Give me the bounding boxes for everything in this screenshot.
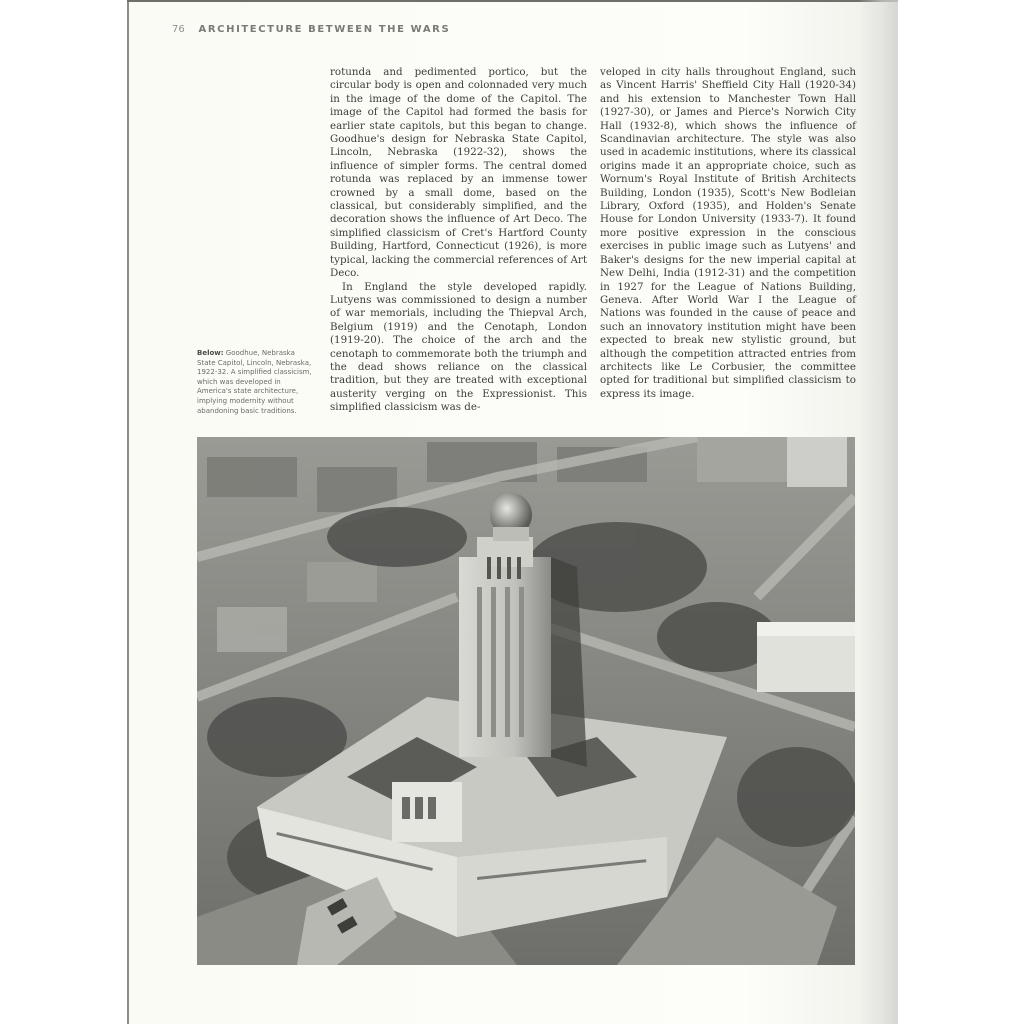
running-head	[172, 24, 450, 35]
page-number: 76	[172, 24, 185, 35]
page-gutter-shadow	[858, 0, 898, 1024]
capitol-aerial-photo	[197, 437, 855, 965]
paragraph: rotunda and pedimented portico, but the circular body is open and colonnaded very much in the image of the dome of the Capitol. The image of the Capitol had formed the basis for earlier state capitols, but this began to change. Goodhue's design for Nebraska State Capitol, Lincoln, Nebraska (1922-32), shows the influence of simpler forms. The central domed rotunda was replaced by an immense tower crowned by a small dome, based on the classical, but considerably simplified, and the decoration shows the influence of Art Deco. The simplified classicism of Cret's Hartford County Building, Hartford, Connecticut (1926), is more typical, lacking the commercial references of Art Deco.	[330, 66, 587, 280]
photo-illustration	[197, 437, 855, 965]
chapter-title: ARCHITECTURE BETWEEN THE WARS	[198, 24, 451, 35]
paragraph: In England the style developed rapidly. Lutyens was commissioned to design a number of war memorials, including the Thiepval Arch, Belgium (1919) and the Cenotaph, London (1919-20). The choice of the arch and the cenotaph to commemorate both the triumph and the dead shows reliance on the classical tradition, but they are treated with exceptional austerity verging on the Expressionist. This simplified classicism was de-	[330, 280, 587, 414]
photo-caption	[197, 349, 315, 416]
caption-lead: Below:	[197, 349, 224, 357]
text-column-2	[600, 66, 856, 401]
page-top-edge	[127, 0, 898, 2]
text-column-1	[330, 66, 587, 415]
caption-text: Goodhue, Nebraska State Capitol, Lincoln, Nebraska, 1922-32. A simplified classicism, which was developed in America's state architecture, implying modernity without abandoning basic traditions.	[197, 349, 312, 415]
paragraph: veloped in city halls throughout England, such as Vincent Harris' Sheffield City Hall (1920-34) and his extension to Manchester Town Hall (1927-30), or James and Pierce's Norwich City Hall (1932-8), which shows the influence of Scandinavian architecture. The style was also used in academic institutions, where its classical origins made it an appropriate choice, such as Wornum's Royal Institute of British Architects Building, London (1935), Scott's New Bodleian Library, Oxford (1935), and Holden's Senate House for London University (1933-7). It found more positive expression in the conscious exercises in public image such as Lutyens' and Baker's designs for the new imperial capital at New Delhi, India (1912-31) and the competition in 1927 for the League of Nations Building, Geneva. After World War I the League of Nations was founded in the cause of peace and such an innovatory institution might have been expected to break new stylistic ground, but although the competition attracted entries from architects like Le Corbusier, the committee opted for traditional but simplified classicism to express its image.	[600, 66, 856, 400]
